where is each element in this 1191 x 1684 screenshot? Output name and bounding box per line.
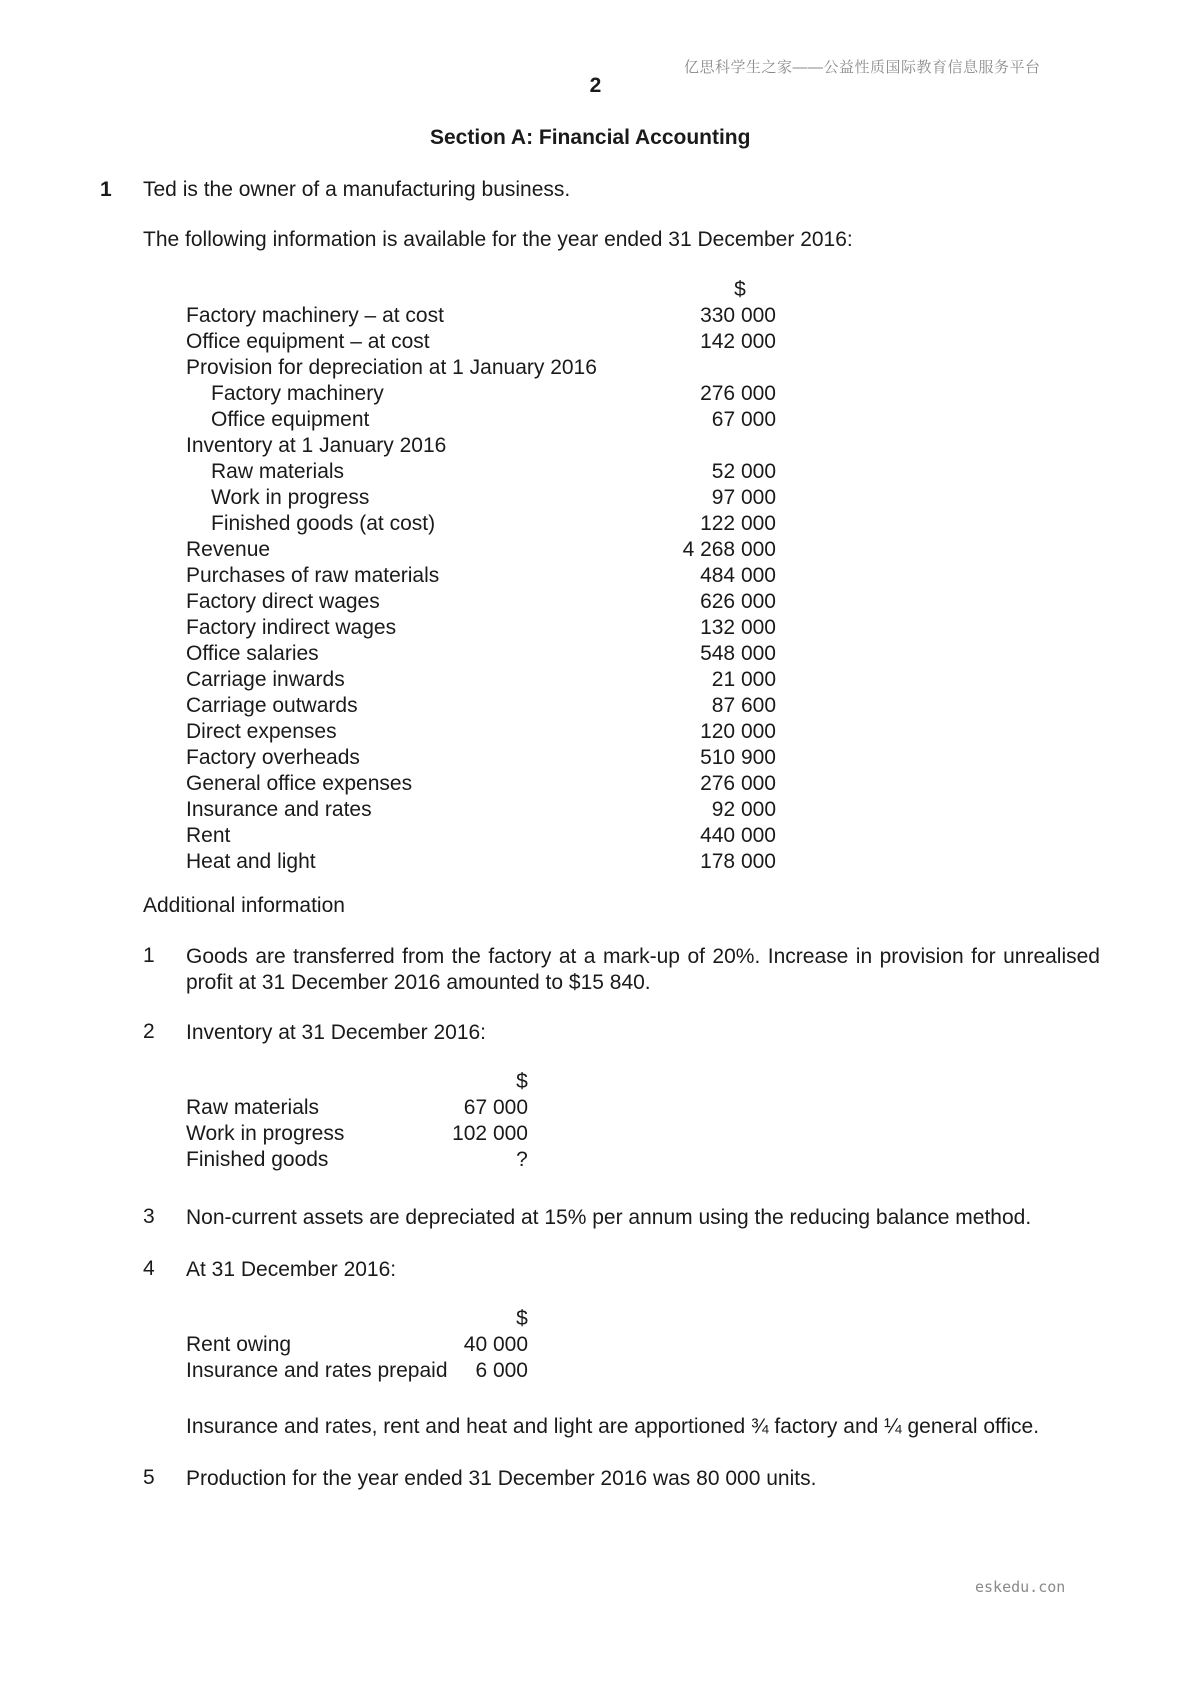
ledger-amount: 120 000	[700, 720, 776, 743]
ledger-label: Provision for depreciation at 1 January 2016	[186, 356, 597, 379]
note-2-number: 2	[143, 1020, 155, 1043]
currency-header: $	[734, 278, 746, 301]
ledger-row	[186, 538, 776, 564]
ledger-label: Revenue	[186, 538, 271, 561]
page-number: 2	[589, 74, 602, 97]
note-5-number: 5	[143, 1466, 155, 1489]
additional-info-heading: Additional information	[143, 894, 345, 917]
ledger-amount: 276 000	[700, 382, 776, 405]
ledger-row	[186, 356, 776, 382]
ledger-row	[186, 486, 776, 512]
ledger-amount: 92 000	[711, 798, 776, 821]
ledger-amount: 178 000	[700, 850, 776, 873]
ledger-amount: 142 000	[700, 330, 776, 353]
note-4-number: 4	[143, 1257, 155, 1280]
ledger-label: Direct expenses	[186, 720, 337, 743]
watermark-bottom: eskedu.con	[975, 1578, 1066, 1596]
ledger-label: Office equipment – at cost	[186, 330, 430, 353]
ledger-label: Rent	[186, 824, 231, 847]
ledger-row	[186, 720, 776, 746]
inventory-currency-header: $	[516, 1070, 528, 1093]
ledger-row	[186, 642, 776, 668]
ledger-row	[186, 850, 776, 876]
note-5-text: Production for the year ended 31 December 2016 was 80 000 units.	[186, 1467, 817, 1490]
ledger-label: Carriage outwards	[186, 694, 358, 717]
ledger-row	[186, 746, 776, 772]
ledger-amount: 4 268 000	[682, 538, 776, 561]
row-label: Finished goods	[186, 1148, 329, 1171]
ledger-amount: 52 000	[711, 460, 776, 483]
ledger-label: General office expenses	[186, 772, 413, 795]
ledger-row	[186, 512, 776, 538]
ledger-row	[186, 460, 776, 486]
question-number: 1	[100, 178, 112, 201]
ledger-row	[186, 382, 776, 408]
row-amount: 40 000	[463, 1333, 528, 1356]
question-lead: The following information is available for the year ended 31 December 2016:	[143, 228, 853, 251]
table-row	[186, 1333, 566, 1359]
ledger-label: Carriage inwards	[186, 668, 345, 691]
accruals-currency-header: $	[516, 1307, 528, 1330]
ledger-amount: 87 600	[711, 694, 776, 717]
ledger-amount: 97 000	[711, 486, 776, 509]
row-amount: 6 000	[475, 1359, 528, 1382]
ledger-row	[186, 330, 776, 356]
question-intro: Ted is the owner of a manufacturing business.	[143, 178, 571, 201]
ledger-row	[186, 408, 776, 434]
table-row	[186, 1122, 566, 1148]
ledger-label: Factory indirect wages	[186, 616, 397, 639]
ledger-row	[186, 564, 776, 590]
ledger-amount: 21 000	[711, 668, 776, 691]
section-title: Section A: Financial Accounting	[430, 126, 751, 149]
row-amount: 102 000	[452, 1122, 528, 1145]
table-row	[186, 1359, 566, 1385]
ledger-label: Heat and light	[186, 850, 316, 873]
ledger-label: Purchases of raw materials	[186, 564, 440, 587]
row-amount: ?	[516, 1148, 528, 1171]
ledger-label: Insurance and rates	[186, 798, 372, 821]
ledger-label: Inventory at 1 January 2016	[186, 434, 447, 457]
ledger-amount: 330 000	[700, 304, 776, 327]
ledger-label: Work in progress	[211, 486, 370, 509]
table-row	[186, 1096, 566, 1122]
ledger-row	[186, 590, 776, 616]
apportion-text: Insurance and rates, rent and heat and light are apportioned ¾ factory and ¼ general office.	[186, 1415, 1040, 1438]
ledger-label: Factory machinery – at cost	[186, 304, 444, 327]
ledger-label: Raw materials	[211, 460, 345, 483]
ledger-row	[186, 434, 776, 460]
ledger-row	[186, 304, 776, 330]
note-3-text: Non-current assets are depreciated at 15% per annum using the reducing balance method.	[186, 1206, 1032, 1229]
ledger-label: Office equipment	[211, 408, 370, 431]
ledger-amount: 548 000	[700, 642, 776, 665]
ledger-amount: 510 900	[700, 746, 776, 769]
note-3-number: 3	[143, 1205, 155, 1228]
ledger-label: Office salaries	[186, 642, 319, 665]
row-amount: 67 000	[463, 1096, 528, 1119]
ledger-amount: 440 000	[700, 824, 776, 847]
note-4-text: At 31 December 2016:	[186, 1258, 397, 1281]
ledger-row	[186, 694, 776, 720]
row-label: Rent owing	[186, 1333, 292, 1356]
row-label: Work in progress	[186, 1122, 345, 1145]
row-label: Insurance and rates prepaid	[186, 1359, 448, 1382]
note-1-text: Goods are transferred from the factory at a mark-up of 20%. Increase in provision for unrealised profit at 31 December 2016 amounted to $15 840.	[186, 945, 1100, 994]
ledger-row	[186, 824, 776, 850]
ledger-label: Factory machinery	[211, 382, 384, 405]
watermark-top: 亿思科学生之家——公益性质国际教育信息服务平台	[684, 59, 1041, 76]
ledger-amount: 626 000	[700, 590, 776, 613]
ledger-amount: 122 000	[700, 512, 776, 535]
row-label: Raw materials	[186, 1096, 320, 1119]
ledger-amount: 67 000	[711, 408, 776, 431]
note-2-text: Inventory at 31 December 2016:	[186, 1021, 487, 1044]
ledger-row	[186, 668, 776, 694]
ledger-label: Finished goods (at cost)	[211, 512, 436, 535]
ledger-label: Factory overheads	[186, 746, 360, 769]
ledger-amount: 276 000	[700, 772, 776, 795]
note-1-number: 1	[143, 944, 155, 967]
ledger-row	[186, 798, 776, 824]
ledger-row	[186, 616, 776, 642]
ledger-label: Factory direct wages	[186, 590, 380, 613]
ledger-amount: 132 000	[700, 616, 776, 639]
table-row	[186, 1148, 566, 1174]
ledger-amount: 484 000	[700, 564, 776, 587]
ledger-row	[186, 772, 776, 798]
